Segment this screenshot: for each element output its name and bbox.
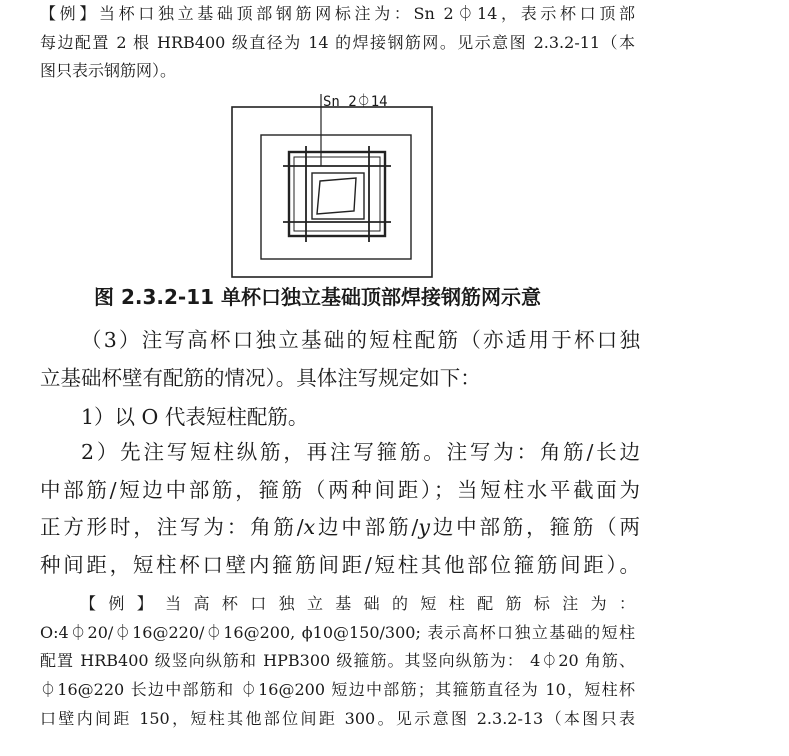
rebar-mesh-figure xyxy=(226,90,438,280)
item-2-line: 中部筋/短边中部筋，箍筋（两种间距）；当短柱水平截面为 xyxy=(40,477,640,502)
item-1: 1）以 O 代表短柱配筋。 xyxy=(81,405,309,429)
section-3-line: 立基础杯壁有配筋的情况）。具体注写规定如下： xyxy=(40,365,481,390)
mesh-label: Sn 2⏀14 xyxy=(323,94,388,110)
example-2-line: 配置 HRB400 级竖向纵筋和 HPB300 级箍筋。其竖向纵筋为： 4⏀20 角筋、 xyxy=(40,651,635,671)
example-2-line: 口壁内间距 150，短柱其他部位间距 300。见示意图 2.3.2-13（本图只表 xyxy=(40,708,635,728)
mesh-outer-bar xyxy=(289,152,385,236)
item-2-line: 种间距，短柱杯口壁内箍筋间距/短柱其他部位箍筋间距）。 xyxy=(40,552,640,577)
item-2-text: 边中部筋，箍筋（两 xyxy=(429,515,641,539)
item-2-text: 正方形时，注写为：角筋/ xyxy=(40,515,304,539)
item-2-paragraph xyxy=(40,434,640,584)
example-2-paragraph xyxy=(40,590,635,734)
example-2-line: 【 例 】 当 高 杯 口 独 立 基 础 的 短 柱 配 筋 标 注 为 ： xyxy=(80,594,635,613)
example-2-line: O:4⏀20/⏀16@220/⏀16@200, ϕ10@150/300; 表示高杯口独立基础的短柱 xyxy=(40,622,635,642)
example-2-line: ⏀16@220 长边中部筋和 ⏀16@200 短边中部筋；其箍筋直径为 10，短柱杯 xyxy=(40,680,635,700)
cup-opening-inner xyxy=(317,178,356,214)
item-2-var-y: y xyxy=(418,515,430,539)
example-1-paragraph xyxy=(40,0,635,86)
section-3-line: （3）注写高杯口独立基础的短柱配筋（亦适用于杯口独 xyxy=(81,328,640,352)
example-1-line: 图只表示钢筋网）。 xyxy=(40,61,177,81)
cup-outline xyxy=(261,135,411,259)
item-2-line: 2）先注写短柱纵筋，再注写箍筋。注写为：角筋/长边 xyxy=(81,440,640,464)
foundation-outline xyxy=(232,107,432,277)
figure-caption: 图 2.3.2-11 单杯口独立基础顶部焊接钢筋网示意 xyxy=(94,285,542,309)
example-1-line: 【例】当杯口独立基础顶部钢筋网标注为：Sn 2⏀14，表示杯口顶部 xyxy=(40,4,635,23)
example-1-line: 每边配置 2 根 HRB400 级直径为 14 的焊接钢筋网。见示意图 2.3.2-11（本 xyxy=(40,32,635,52)
item-2-var-x: x xyxy=(303,515,316,539)
item-2-line-mixed xyxy=(40,509,640,547)
item-2-text: 边中部筋/ xyxy=(315,515,419,539)
rebar-mesh-diagram xyxy=(226,90,438,280)
section-3-paragraph xyxy=(40,322,640,397)
